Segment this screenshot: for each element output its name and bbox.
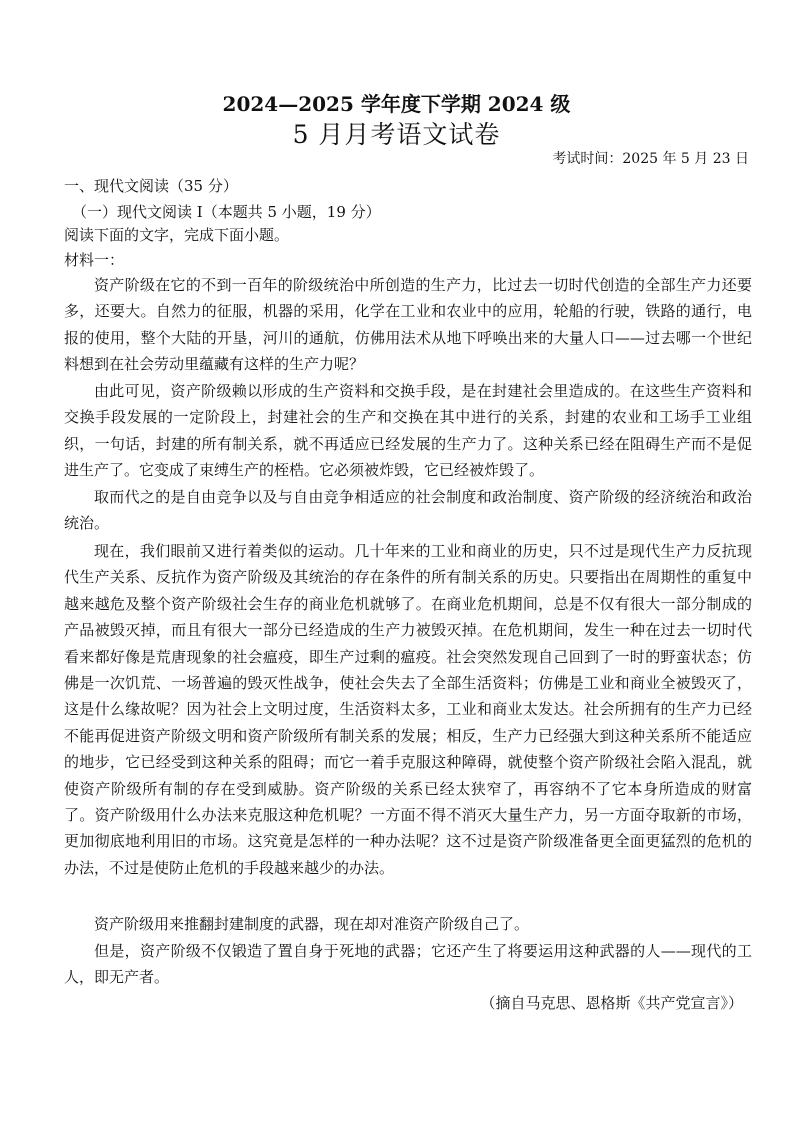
passage-paragraph-1: 资产阶级在它的不到一百年的阶级统治中所创造的生产力，比过去一切时代创造的全部生产力还要多，还要大。自然力的征服，机器的采用，化学在工业和农业中的应用，轮船的行驶，铁路的通行，电报的使用，整个大陆的开垦，河川的通航，仿佛用法术从地下呼唤出来的大量人口——过去哪一个世纪料想到在社会劳动里蕴藏有这样的生产力呢？ (64, 276, 752, 374)
passage-paragraph-3: 取而代之的是自由竞争以及与自由竞争相适应的社会制度和政治制度、资产阶级的经济统治和政治统治。 (64, 488, 752, 533)
exam-title-line2: 5 月月考语文试卷 (292, 120, 501, 149)
reading-instruction: 阅读下面的文字，完成下面小题。 (64, 226, 290, 244)
passage-paragraph-4: 现在，我们眼前又进行着类似的运动。几十年来的工业和商业的历史，只不过是现代生产力反抗现代生产关系、反抗作为资产阶级及其统治的存在条件的所有制关系的历史。只要指出在周期性的重复中越来越危及整个资产阶级社会生存的商业危机就够了。在商业危机期间，总是不仅有很大一部分制成的产品被毁灭掉，而且有很大一部分已经造成的生产力被毁灭掉。在危机期间，发生一种在过去一切时代看来都好像是荒唐现象的社会瘟疫，即生产过剩的瘟疫。社会突然发现自己回到了一时的野蛮状态；仿佛是一次饥荒、一场普遍的毁灭性战争，使社会失去了全部生活资料；仿佛是工业和商业全被毁灭了，这是什么缘故呢？因为社会上文明过度，生活资料太多，工业和商业太发达。社会所拥有的生产力已经不能再促进资产阶级文明和资产阶级所有制关系的发展；相反，生产力已经强大到这种关系所不能适应的地步，它已经受到这种关系的阻碍；而它一着手克服这种障碍，就使整个资产阶级社会陷入混乱，就使资产阶级所有制的存在受到威胁。资产阶级的关系已经太狭窄了，再容纳不了它本身所造成的财富了。资产阶级用什么办法来克服这种危机呢？一方面不得不消灭大量生产力，另一方面夺取新的市场，更加彻底地利用旧的市场。这究竟是怎样的一种办法呢？这不过是资产阶级准备更全面更猛烈的危机的办法，不过是使防止危机的手段越来越少的办法。 (64, 542, 752, 877)
exam-time: 考试时间：2025 年 5 月 23 日 (552, 151, 749, 167)
exam-title-line1: 2024—2025 学年度下学期 2024 级 (222, 92, 571, 116)
passage-paragraph-6: 但是，资产阶级不仅锻造了置自身于死地的武器；它还产生了将要运用这种武器的人——现代的工人，即无产者。 (64, 942, 752, 987)
section-heading: 一、现代文阅读（35 分） (64, 177, 238, 195)
passage-source: （摘自马克思、恩格斯《共产党宣言》） (480, 994, 743, 1012)
section-subheading: （一）现代文阅读 I（本题共 5 小题，19 分） (72, 203, 381, 221)
passage-paragraph-5: 资产阶级用来推翻封建制度的武器，现在却对准资产阶级自己了。 (94, 915, 530, 933)
material-label: 材料一： (64, 251, 125, 269)
passage-paragraph-2: 由此可见，资产阶级赖以形成的生产资料和交换手段，是在封建社会里造成的。在这些生产资料和交换手段发展的一定阶段上，封建社会的生产和交换在其中进行的关系，封建的农业和工场手工业组织，一句话，封建的所有制关系，就不再适应已经发展的生产力了。这种关系已经在阻碍生产而不是促进生产了。它变成了束缚生产的桎梏。它必须被炸毁，它已经被炸毁了。 (64, 382, 752, 480)
